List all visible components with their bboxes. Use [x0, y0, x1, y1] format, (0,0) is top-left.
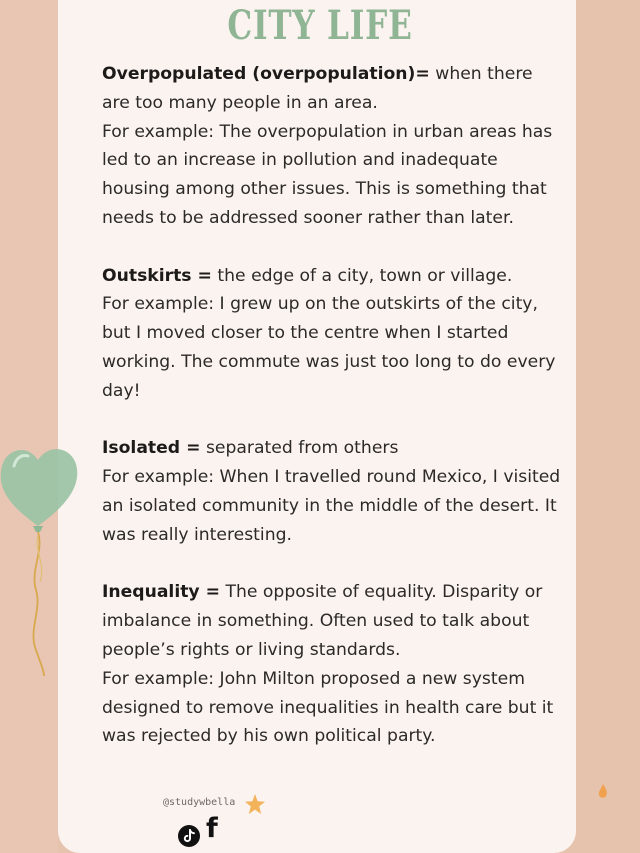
entry-definition: the edge of a city, town or village.	[211, 265, 513, 286]
entry-definition-line	[102, 434, 564, 463]
entry-term: Outskirts =	[102, 265, 212, 286]
entry-definition: when there are too many people in an area.	[102, 64, 533, 113]
entry-example: For example: I grew up on the outskirts of the city, but I moved closer to the centre when I started working. The commute was just too long to do every day!	[102, 294, 556, 401]
entry-outskirts	[102, 262, 564, 406]
entry-inequality	[102, 578, 564, 751]
entry-definition-line	[102, 578, 564, 664]
star-icon	[244, 793, 266, 815]
entry-example: For example: The overpopulation in urban areas has led to an increase in pollution and inadequate housing among other issues. This is something that needs to be addressed sooner rather than later.	[102, 121, 553, 228]
heart-balloon-icon	[0, 440, 90, 690]
entry-example: For example: John Milton proposed a new system designed to remove inequalities in health care but it was rejected by his own political party.	[102, 668, 554, 747]
facebook-icon[interactable]: f	[206, 813, 218, 844]
entry-term: Isolated =	[102, 438, 201, 459]
entry-definition: The opposite of equality. Disparity or imbalance in something. Often used to talk about people’s rights or living standards.	[102, 582, 543, 660]
background-strip	[0, 0, 58, 853]
entry-overpopulated	[102, 60, 564, 233]
author-handle: @studywbella	[163, 797, 236, 808]
entry-definition: separated from others	[200, 438, 399, 459]
entry-definition-line	[102, 262, 564, 291]
page-title: CITY LIFE	[227, 2, 413, 49]
flame-icon	[597, 783, 609, 799]
entry-term: Overpopulated (overpopulation)=	[102, 64, 430, 84]
entry-definition-line	[102, 60, 564, 118]
tiktok-icon[interactable]	[177, 824, 201, 848]
entry-term: Inequality =	[102, 582, 221, 603]
vocabulary-list	[102, 60, 564, 780]
entry-example: For example: When I travelled round Mexico, I visited an isolated community in the middle of the desert. It was really interesting.	[102, 467, 561, 545]
entry-isolated	[102, 434, 564, 549]
